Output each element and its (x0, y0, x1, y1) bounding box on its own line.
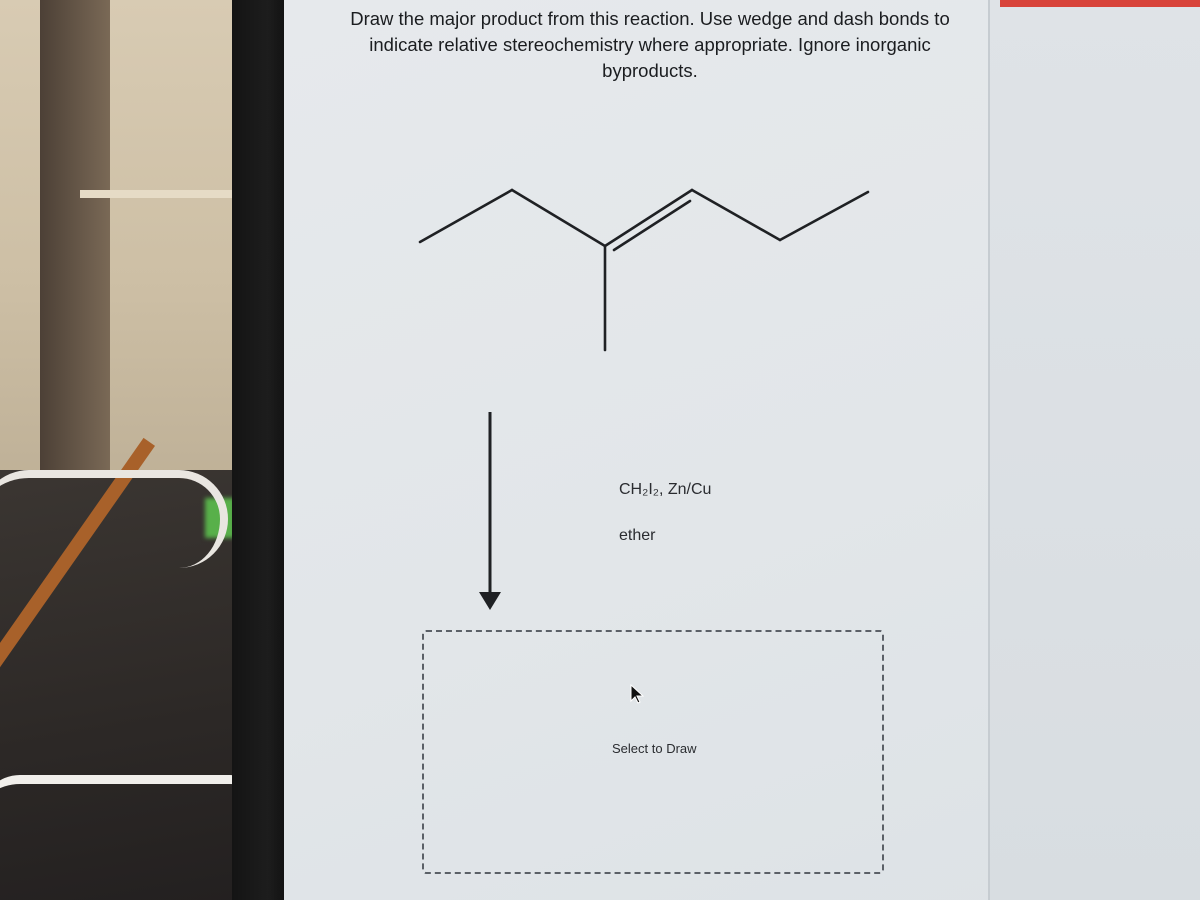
cable (0, 775, 270, 844)
wall-trim (80, 190, 250, 198)
question-line-2: indicate relative stereochemistry where appropriate. Ignore inorganic (369, 34, 931, 55)
monitor-bezel (232, 0, 292, 900)
question-line-3: byproducts. (602, 60, 698, 81)
bond (692, 190, 780, 240)
cable (0, 470, 228, 568)
reagent-label: CH₂I₂, Zn/Cu (619, 481, 712, 498)
wall-shadow (40, 0, 110, 470)
double-bond-inner (614, 201, 690, 250)
bond (512, 190, 605, 246)
bond (420, 190, 512, 242)
question-text (300, 6, 1000, 84)
double-bond-outer (605, 190, 692, 246)
header-accent-strip (1000, 0, 1200, 7)
question-line-1: Draw the major product from this reaction. Use wedge and dash bonds to (350, 8, 950, 29)
starting-material-structure (400, 170, 900, 370)
select-to-draw-label: Select to Draw (612, 741, 697, 756)
right-side-panel (988, 0, 1200, 900)
reaction-arrow (470, 410, 510, 620)
solvent-label: ether (619, 527, 656, 544)
pointer-arrow-icon (630, 684, 644, 704)
bond (780, 192, 868, 240)
